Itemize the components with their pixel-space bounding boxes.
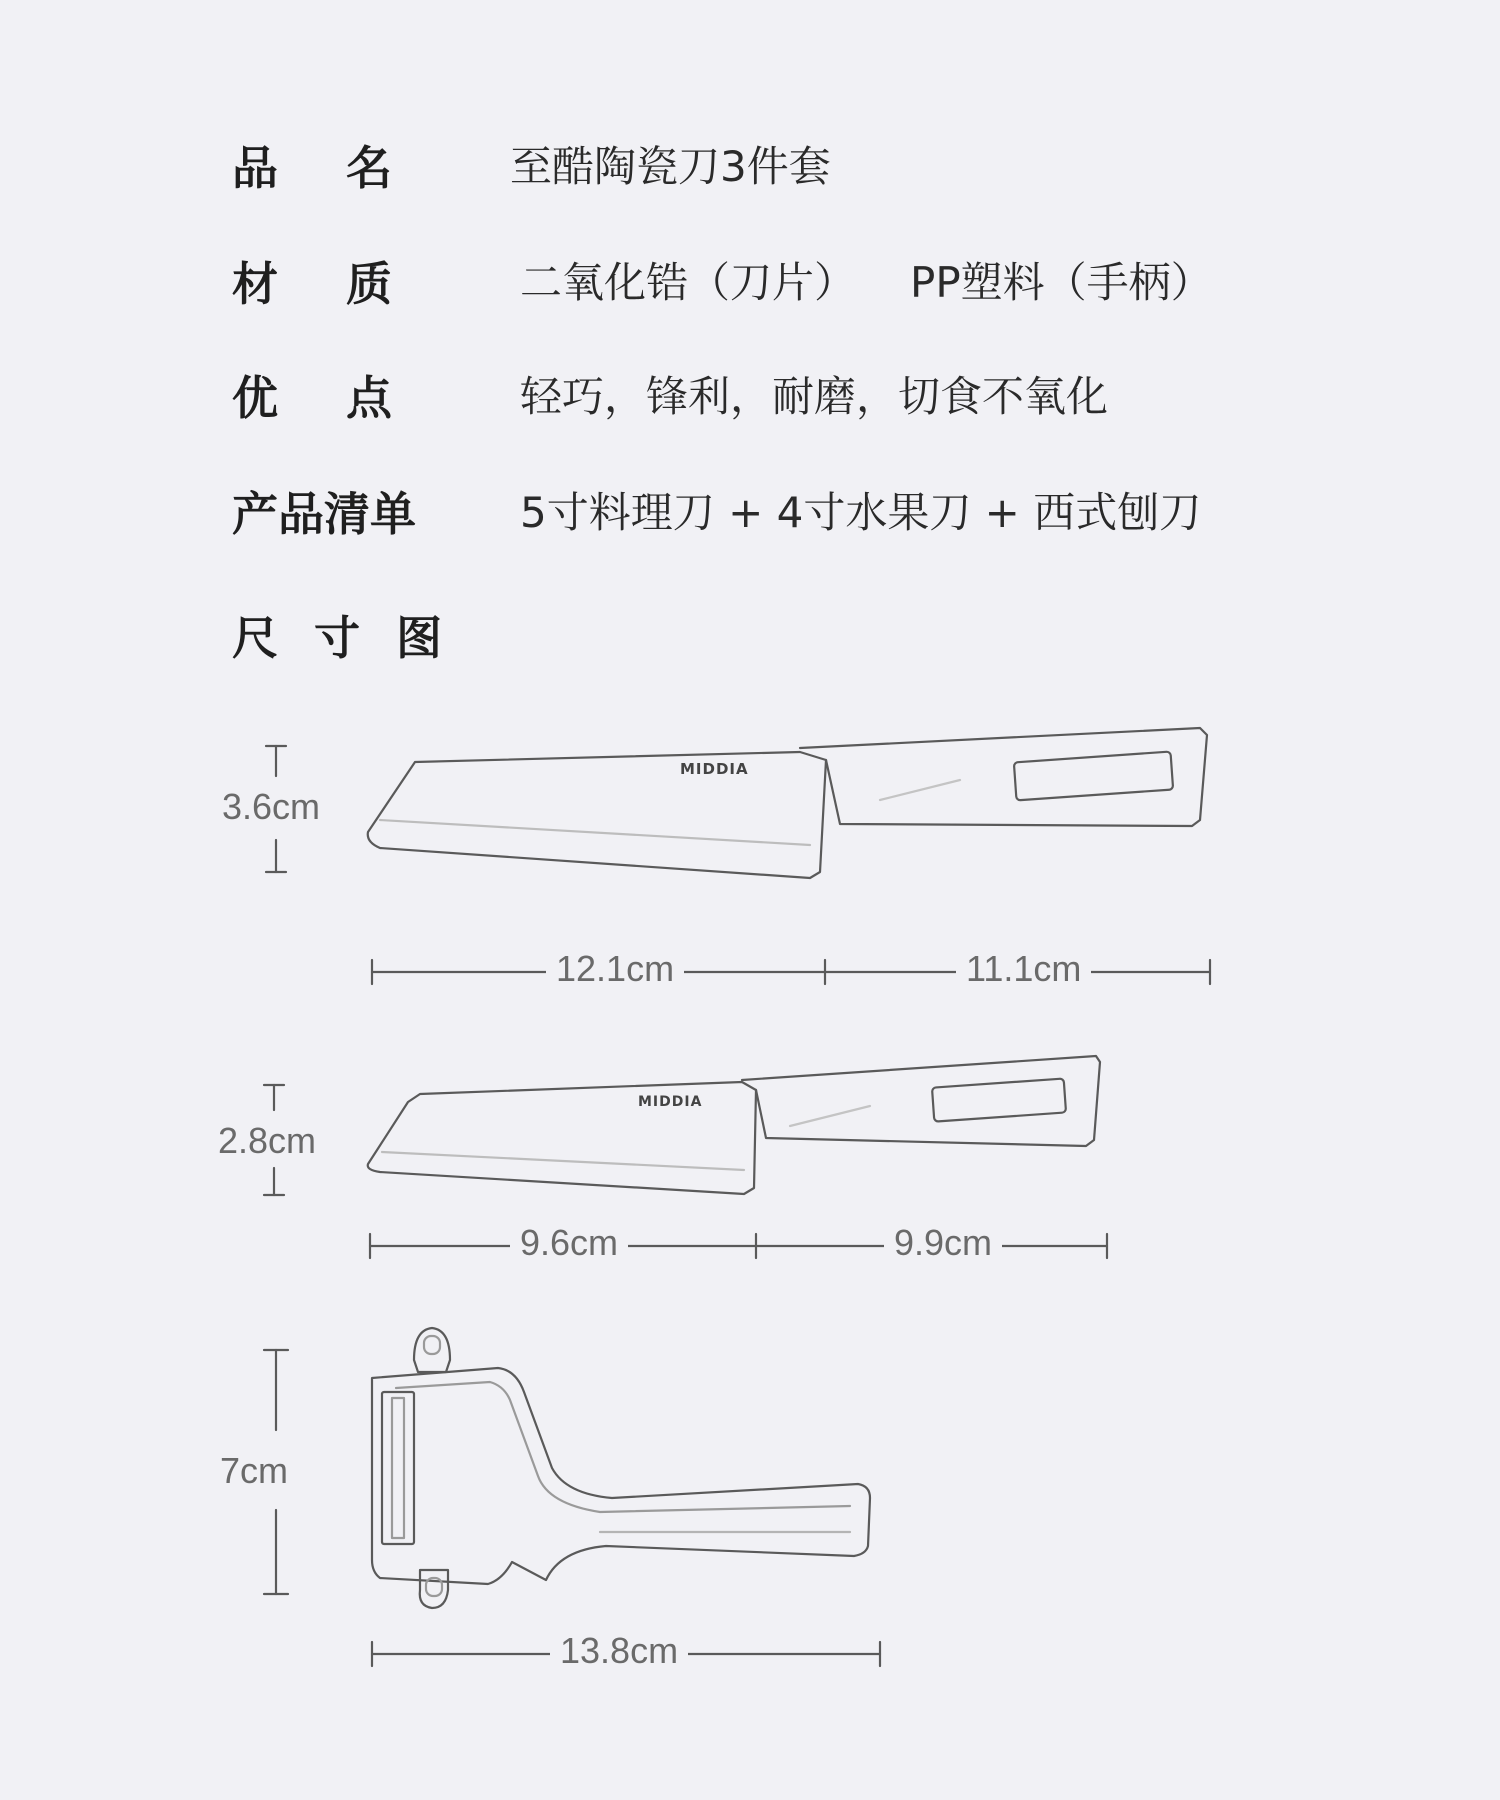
peeler-blade [382, 1392, 414, 1544]
chef-knife-drawing [368, 728, 1207, 878]
chef-knife-handle [800, 728, 1207, 826]
chef-knife-blade-bevel [380, 820, 810, 845]
contents-value: 5寸料理刀 + 4寸水果刀 + 西式刨刀 [520, 488, 1202, 537]
fruit-knife-handle [742, 1056, 1100, 1146]
peeler-bottom-lug [420, 1570, 448, 1608]
chef-knife-height-label: 3.6cm [212, 786, 330, 828]
peeler-frame [372, 1368, 870, 1584]
peeler-frame-inner [396, 1382, 850, 1512]
size-chart-title: 尺 寸 图 [232, 611, 453, 665]
fruit-knife-drawing [368, 1056, 1100, 1194]
material-label: 材 质 [232, 257, 394, 311]
name-label: 品 名 [232, 141, 394, 195]
contents-label: 产品清单 [232, 487, 416, 541]
fruit-knife-handle-window [932, 1079, 1066, 1122]
advantages-label: 优 点 [232, 371, 394, 425]
fruit-knife-blade-bevel [382, 1152, 744, 1170]
peeler-drawing [372, 1328, 870, 1608]
peeler-height-label: 7cm [210, 1450, 298, 1492]
material-blade-value: 二氧化锆（刀片） [520, 258, 857, 307]
chef-knife-handle-window [1014, 752, 1173, 801]
product-name-value: 至酷陶瓷刀3件套 [510, 142, 831, 191]
peeler-blade-slot [392, 1398, 404, 1538]
chef-knife-brand-logo: MIDDIA [680, 760, 749, 778]
peeler-length-label: 13.8cm [550, 1630, 688, 1672]
fruit-knife-handle-length-label: 9.9cm [884, 1222, 1002, 1264]
fruit-knife-height-label: 2.8cm [208, 1120, 326, 1162]
chef-knife-handle-shine [880, 780, 960, 800]
advantages-value: 轻巧，锋利，耐磨，切食不氧化 [520, 372, 1109, 421]
fruit-knife-brand-logo: MIDDIA [638, 1094, 703, 1110]
peeler-top-lug [414, 1328, 450, 1372]
chef-knife-blade [368, 752, 826, 878]
fruit-knife-handle-shine [790, 1106, 870, 1126]
material-handle-value: PP塑料（手柄） [910, 258, 1213, 307]
chef-knife-blade-length-label: 12.1cm [546, 948, 684, 990]
chef-knife-handle-length-label: 11.1cm [956, 948, 1091, 990]
fruit-knife-blade-length-label: 9.6cm [510, 1222, 628, 1264]
